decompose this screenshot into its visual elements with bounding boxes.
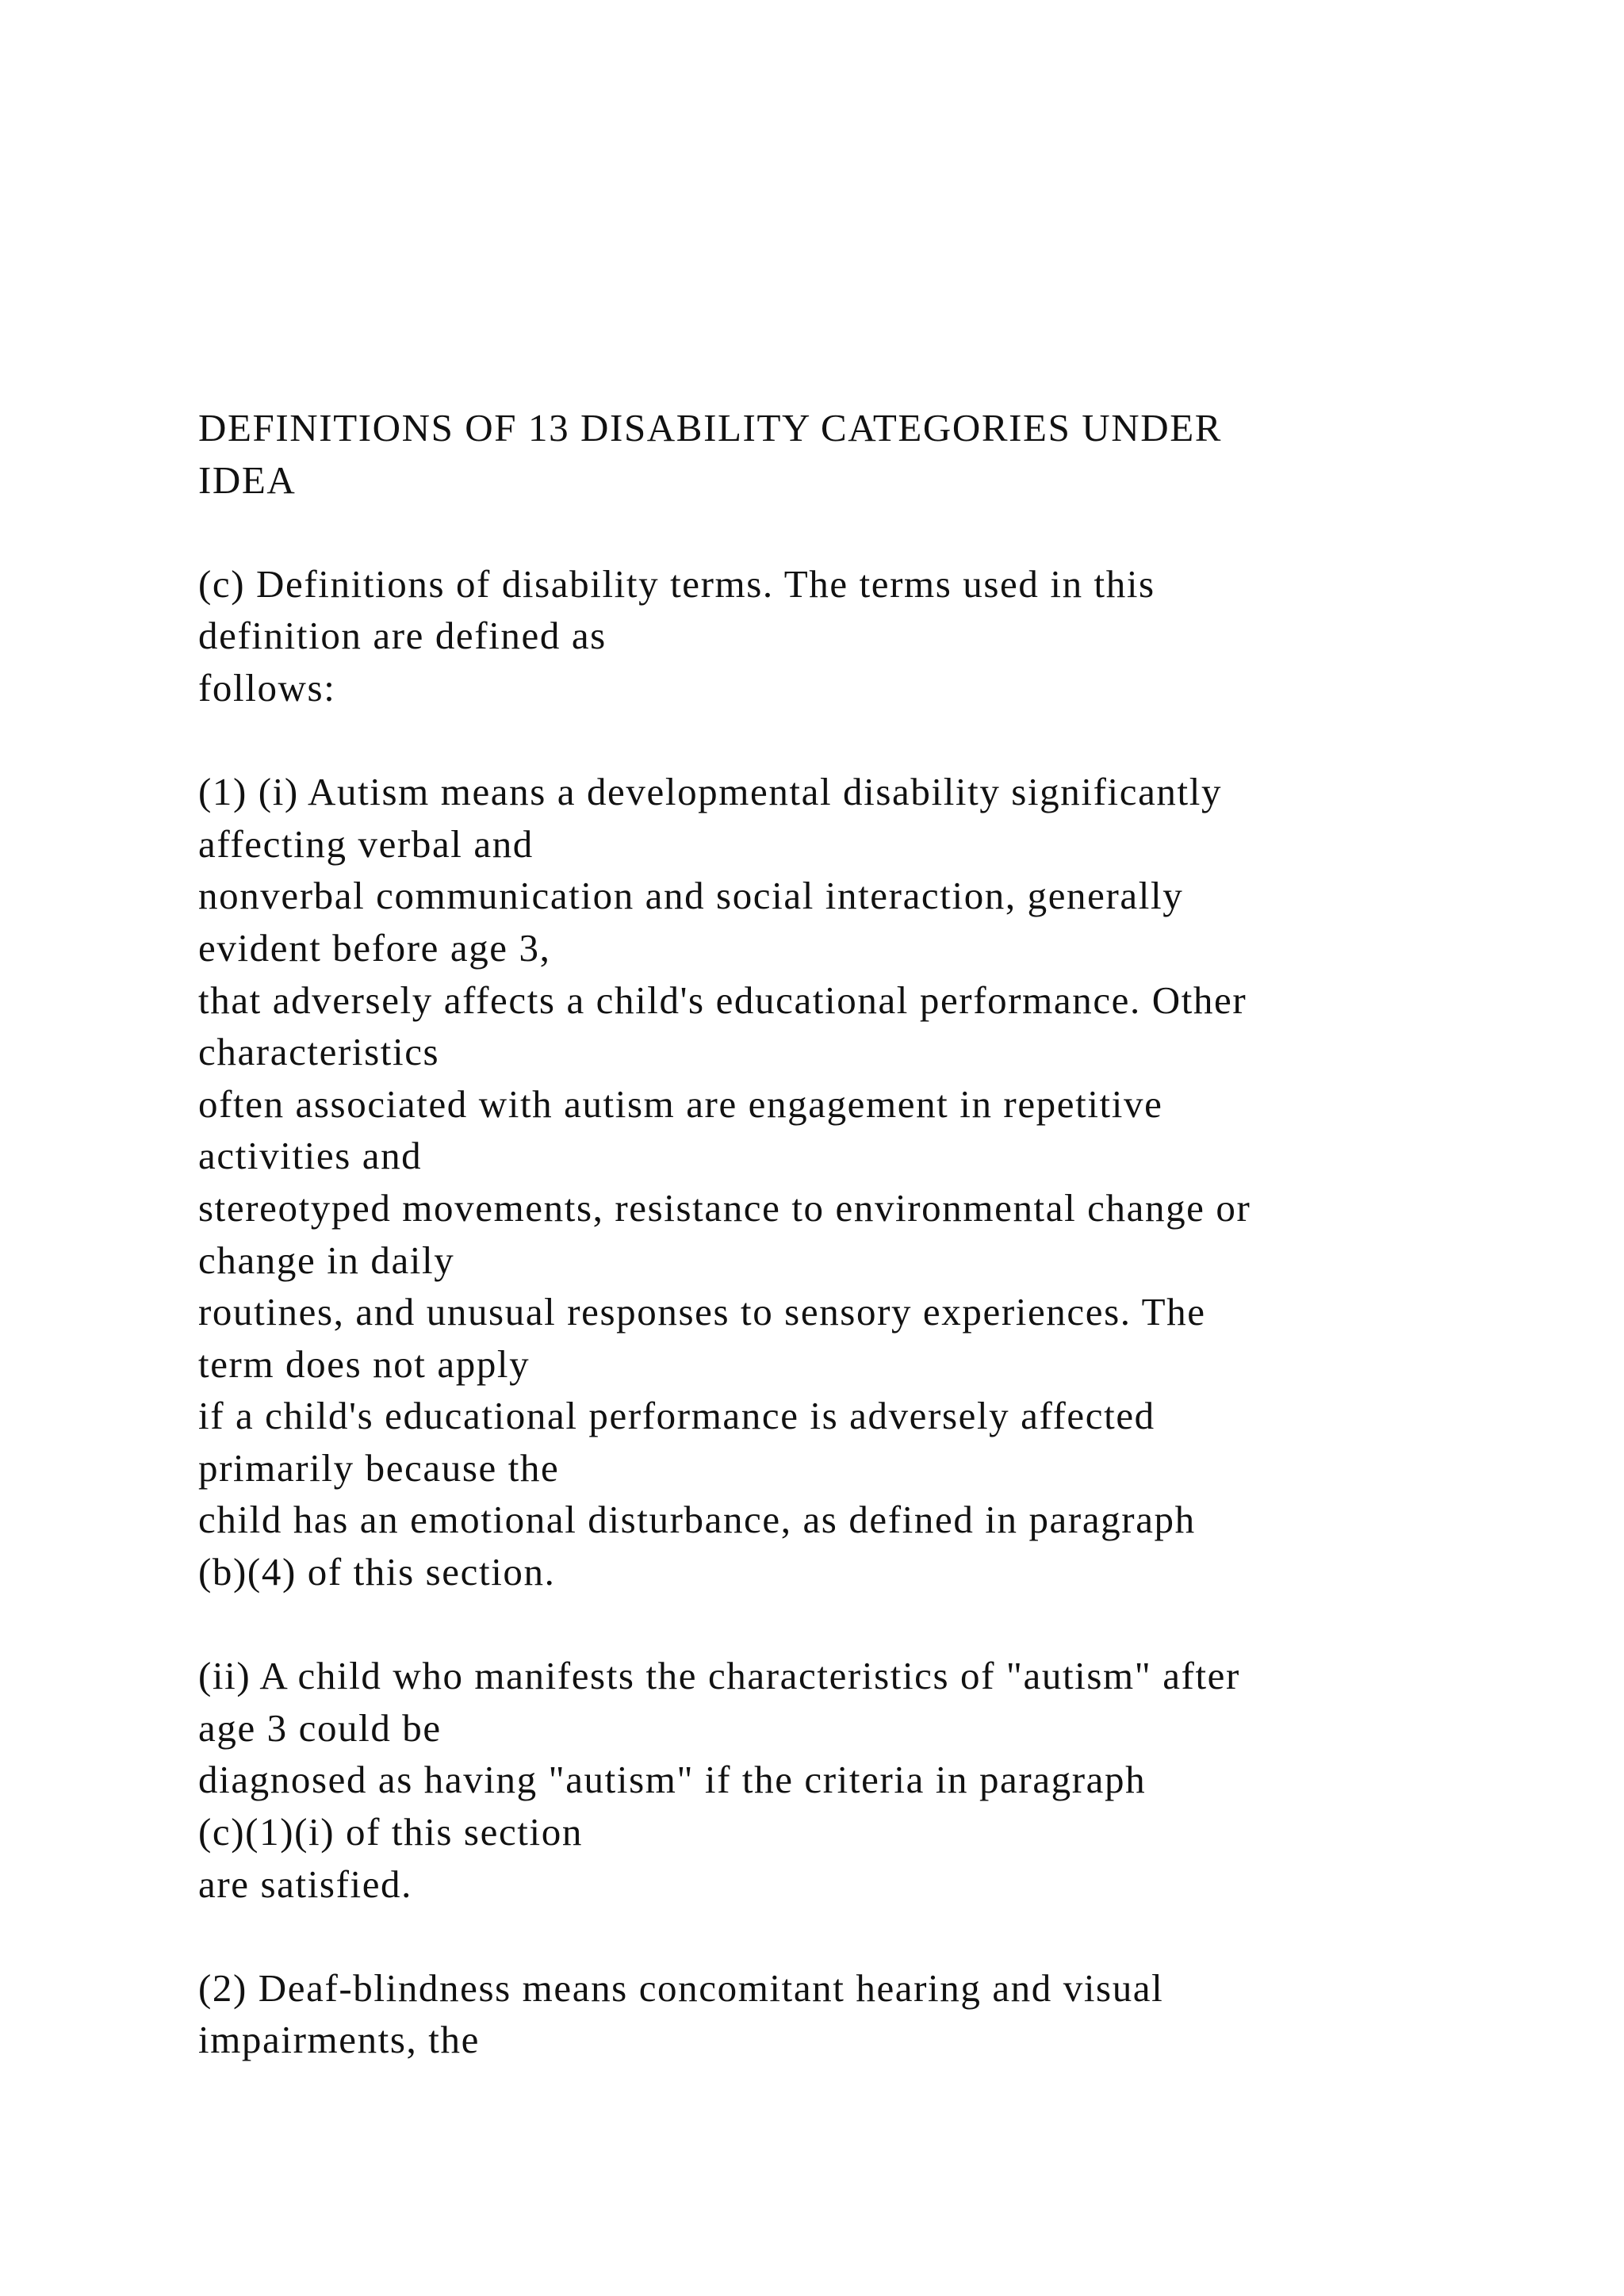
text-line: age 3 could be	[198, 1705, 442, 1750]
text-line: that adversely affects a child's educational performance. Other	[198, 978, 1247, 1022]
text-line: definition are defined as	[198, 614, 607, 658]
paragraph-gap	[198, 1598, 1546, 1651]
text-line: affecting verbal and	[198, 821, 534, 866]
text-line: change in daily	[198, 1238, 455, 1282]
text-line: (b)(4) of this section.	[198, 1550, 556, 1594]
title-line: IDEA	[198, 457, 297, 502]
document-body	[198, 402, 1546, 2066]
text-line: child has an emotional disturbance, as defined in paragraph	[198, 1498, 1196, 1542]
text-line: (2) Deaf-blindness means concomitant hearing and visual	[198, 1965, 1164, 2010]
text-line: impairments, the	[198, 2018, 480, 2062]
text-line: characteristics	[198, 1030, 440, 1074]
text-line: (c)(1)(i) of this section	[198, 1810, 583, 1854]
paragraph-autism-after-age-3	[198, 1650, 1546, 1910]
text-line: are satisfied.	[198, 1862, 413, 1906]
text-line: routines, and unusual responses to sensory experiences. The	[198, 1290, 1206, 1334]
paragraph-definitions-intro	[198, 558, 1546, 714]
paragraph-deaf-blindness	[198, 1962, 1546, 2066]
text-line: nonverbal communication and social interaction, generally	[198, 874, 1184, 918]
text-line: term does not apply	[198, 1341, 530, 1386]
text-line: primarily because the	[198, 1445, 560, 1490]
paragraph-gap	[198, 714, 1546, 767]
text-line: follows:	[198, 665, 336, 710]
text-line: stereotyped movements, resistance to environmental change or	[198, 1185, 1251, 1230]
paragraph-gap	[198, 506, 1546, 558]
text-line: (c) Definitions of disability terms. The terms used in this	[198, 561, 1155, 606]
paragraph-autism-definition	[198, 766, 1546, 1598]
text-line: evident before age 3,	[198, 925, 551, 970]
text-line: activities and	[198, 1134, 423, 1178]
text-line: often associated with autism are engagement in repetitive	[198, 1081, 1163, 1126]
title-line: DEFINITIONS OF 13 DISABILITY CATEGORIES UNDER	[198, 406, 1223, 450]
document-title	[198, 402, 1546, 506]
text-line: diagnosed as having "autism" if the criteria in paragraph	[198, 1758, 1147, 1802]
paragraph-gap	[198, 1910, 1546, 1962]
text-line: if a child's educational performance is adversely affected	[198, 1394, 1155, 1438]
text-line: (ii) A child who manifests the characteristics of "autism" after	[198, 1654, 1240, 1698]
text-line: (1) (i) Autism means a developmental disability significantly	[198, 770, 1223, 814]
